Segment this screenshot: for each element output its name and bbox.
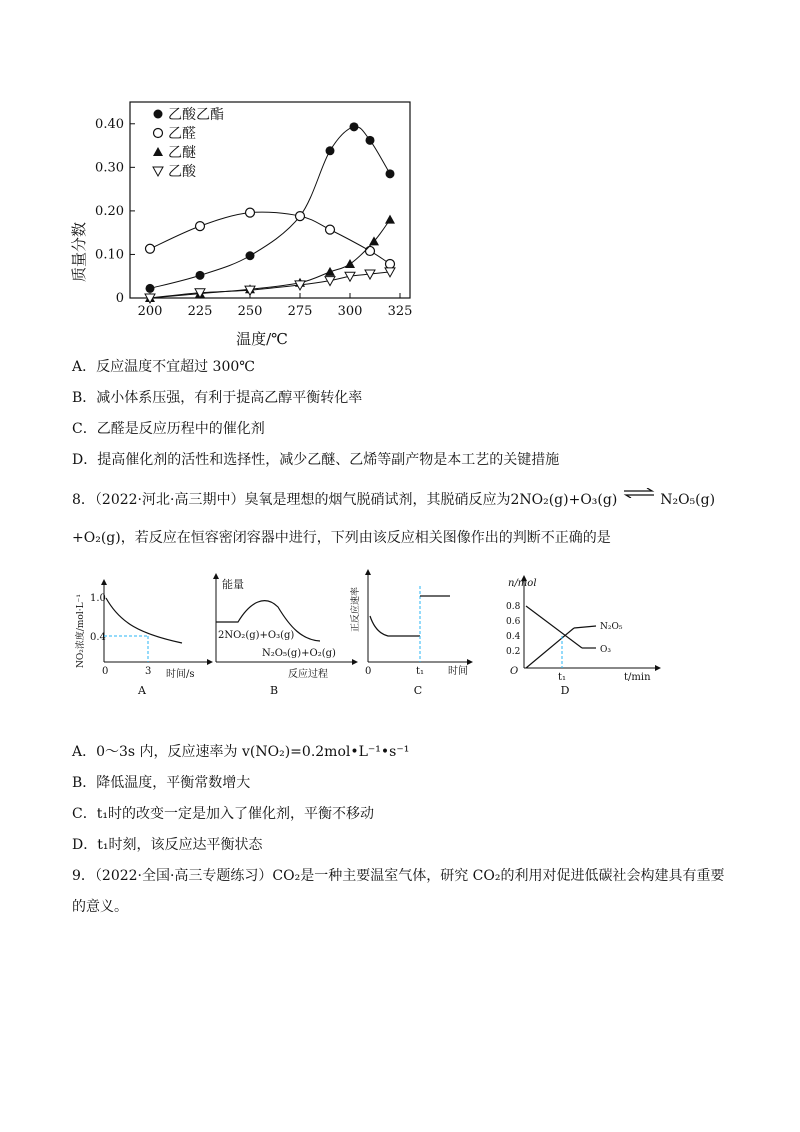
graph-a bbox=[70, 578, 215, 708]
graph-a-xlabel: 时间/s bbox=[166, 669, 195, 680]
y-tick-label: 0.30 bbox=[95, 160, 124, 176]
x-tick-label: 200 bbox=[137, 304, 163, 319]
graph-d-t1: t₁ bbox=[558, 672, 567, 683]
mass-fraction-chart bbox=[60, 92, 420, 354]
graph-d-ylabel: n/mol bbox=[508, 578, 537, 589]
data-point-series-0 bbox=[146, 284, 155, 293]
graph-c bbox=[340, 566, 480, 708]
data-point-series-1 bbox=[366, 246, 375, 255]
graph-b-ylabel: 能量 bbox=[222, 578, 244, 591]
equilibrium-arrow-icon bbox=[622, 486, 656, 502]
y-tick-label: 0.10 bbox=[95, 247, 124, 263]
graph-d-o3-label: O₃ bbox=[600, 645, 611, 655]
q8-number: 8． bbox=[72, 492, 95, 508]
q7-option-b: B．减小体系压强，有利于提高乙醇平衡转化率 bbox=[72, 390, 363, 406]
legend-label-0: 乙酸乙酯 bbox=[168, 107, 224, 123]
graph-d-origin: O bbox=[510, 666, 519, 677]
legend-marker-2 bbox=[153, 147, 163, 156]
x-tick-label: 275 bbox=[287, 304, 313, 319]
legend-marker-3 bbox=[153, 167, 163, 176]
graph-b-reactants: 2NO₂(g)+O₃(g) bbox=[218, 630, 295, 641]
q8-stem-line2: +O₂(g)，若反应在恒容密闭容器中进行，下列由该反应相关图像作出的判断不正确的是 bbox=[72, 530, 611, 546]
series-line-1 bbox=[150, 212, 390, 264]
q8-option-c: C．t₁时的改变一定是加入了催化剂，平衡不移动 bbox=[72, 806, 374, 822]
graph-c-curve-before bbox=[370, 616, 420, 636]
graph-a-x0: 0 bbox=[102, 666, 109, 677]
q8-text: 臭氧是理想的烟气脱硝试剂，其脱硝反应为 bbox=[244, 492, 511, 508]
data-point-series-0 bbox=[246, 251, 255, 260]
x-tick-label: 300 bbox=[337, 304, 363, 319]
graph-d-n2o5-label: N₂O₅ bbox=[600, 622, 623, 632]
legend-marker-1 bbox=[154, 129, 163, 138]
data-point-series-0 bbox=[196, 271, 205, 280]
graph-d-caption: D bbox=[560, 684, 570, 697]
q8-equation-right: N₂O₅(g) bbox=[660, 492, 716, 508]
y-tick-label: 0 bbox=[115, 291, 124, 306]
data-point-series-2 bbox=[385, 215, 395, 224]
legend-label-1: 乙醛 bbox=[168, 126, 196, 142]
graph-a-ylabel: NO₂浓度/mol·L⁻¹ bbox=[76, 594, 86, 668]
data-point-series-1 bbox=[196, 222, 205, 231]
data-point-series-1 bbox=[146, 244, 155, 253]
q9-line1: 9．（2022·全国·高三专题练习）CO₂是一种主要温室气体，研究 CO₂的利用对促进低碳社会构建具有重要 bbox=[72, 868, 725, 884]
graph-d-tick-04: 0.4 bbox=[506, 632, 521, 642]
q8-source: （2022·河北·高三期中） bbox=[94, 492, 245, 508]
graph-b-xlabel: 反应过程 bbox=[288, 669, 328, 680]
q7-option-c: C．乙醛是反应历程中的催化剂 bbox=[72, 421, 265, 437]
x-axis-label: 温度/℃ bbox=[236, 330, 288, 348]
graph-c-x0: 0 bbox=[365, 666, 372, 677]
graph-b bbox=[210, 572, 360, 708]
graph-d-tick-06: 0.6 bbox=[506, 617, 521, 627]
graph-c-caption: C bbox=[413, 684, 423, 697]
data-point-series-0 bbox=[386, 169, 395, 178]
graph-a-y1: 1.0 bbox=[90, 593, 106, 604]
data-point-series-1 bbox=[386, 260, 395, 269]
data-point-series-0 bbox=[366, 136, 375, 145]
graph-c-xlabel: 时间 bbox=[448, 666, 468, 677]
q7-option-a: A．反应温度不宜超过 300℃ bbox=[72, 359, 255, 375]
graph-d-xlabel: t/min bbox=[624, 672, 651, 683]
graph-d-n2o5-flat bbox=[574, 626, 596, 628]
data-point-series-0 bbox=[350, 122, 359, 131]
x-tick-label: 325 bbox=[387, 304, 413, 319]
data-point-series-1 bbox=[326, 225, 335, 234]
legend-label-3: 乙酸 bbox=[168, 164, 196, 180]
graph-b-products: N₂O₅(g)+O₂(g) bbox=[262, 648, 336, 659]
x-tick-label: 225 bbox=[187, 304, 213, 319]
graph-a-y2: 0.4 bbox=[90, 632, 106, 643]
series-line-3 bbox=[150, 272, 390, 298]
q8-option-b: B．降低温度，平衡常数增大 bbox=[72, 775, 251, 791]
data-point-series-1 bbox=[296, 212, 305, 221]
x-tick-label: 250 bbox=[237, 304, 263, 319]
data-point-series-0 bbox=[326, 146, 335, 155]
data-point-series-2 bbox=[345, 259, 355, 268]
graph-d-o3-line bbox=[526, 606, 582, 648]
graph-d-tick-08: 0.8 bbox=[506, 602, 521, 612]
graph-a-caption: A bbox=[138, 684, 146, 697]
data-point-series-1 bbox=[246, 208, 255, 217]
y-axis-label: 质量分数 bbox=[70, 221, 88, 283]
y-tick-label: 0.40 bbox=[95, 116, 124, 132]
data-point-series-2 bbox=[325, 267, 335, 276]
y-tick-label: 0.20 bbox=[95, 203, 124, 219]
graph-c-t1: t₁ bbox=[416, 666, 425, 677]
q8-equation-left: 2NO₂(g)+O₃(g) bbox=[510, 492, 618, 508]
legend-label-2: 乙醚 bbox=[168, 145, 196, 161]
q9-line2: 的意义。 bbox=[72, 899, 128, 915]
legend-marker-0 bbox=[154, 110, 163, 119]
q8-stem-line1 bbox=[72, 486, 715, 509]
graph-b-caption: B bbox=[269, 684, 279, 697]
graph-a-x3: 3 bbox=[145, 666, 152, 677]
q8-option-d: D．t₁时刻，该反应达平衡状态 bbox=[72, 837, 263, 853]
q8-option-a: A．0～3s 内，反应速率为 v(NO₂)=0.2mol•L⁻¹•s⁻¹ bbox=[72, 744, 410, 760]
graph-c-ylabel: 正反应速率 bbox=[351, 586, 361, 632]
graph-d-n2o5-line bbox=[526, 628, 574, 668]
graph-d-tick-02: 0.2 bbox=[506, 647, 521, 657]
graph-d bbox=[500, 572, 680, 708]
q7-option-d: D．提高催化剂的活性和选择性，减少乙醚、乙烯等副产物是本工艺的关键措施 bbox=[72, 452, 560, 468]
